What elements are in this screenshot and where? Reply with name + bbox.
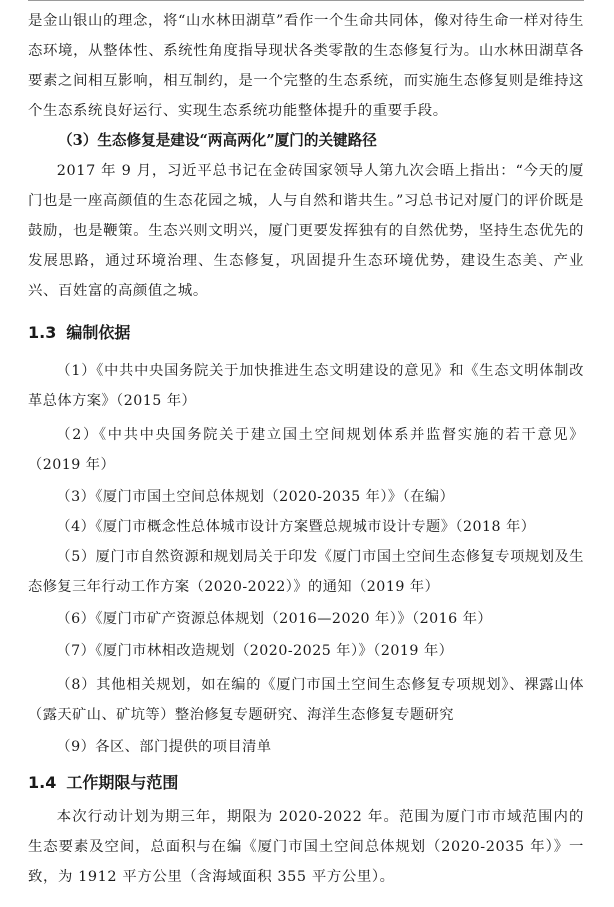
section-1-4-number: 1.4 — [28, 773, 57, 792]
reference-item-1: （1）《中共中央国务院关于加快推进生态文明建设的意见》和《生态文明体制改革总体方案》（2015 年） — [28, 363, 584, 409]
reference-item-4: （4）《厦门市概念性总体城市设计方案暨总规城市设计专题》（2018 年） — [56, 519, 536, 535]
reference-item-7: （7）《厦门市林相改造规划（2020-2025 年）》（2019 年） — [56, 643, 454, 659]
section-1-3-heading — [28, 318, 584, 348]
reference-item-6: （6）《厦门市矿产资源总体规划（2016—2020 年）》（2016 年） — [56, 611, 493, 627]
reference-item-9: （9）各区、部门提供的项目清单 — [56, 739, 272, 755]
top-rule — [28, 0, 584, 1]
subsection-3-heading: （3）生态修复是建设“两高两化”厦门的关键路径 — [58, 132, 377, 149]
reference-item-2: （2）《中共中央国务院关于建立国土空间规划体系并监督实施的若干意见》（2019 年） — [28, 427, 584, 473]
subsection-3-paragraph: 2017 年 9 月，习近平总书记在金砖国家领导人第九次会晤上指出：“今天的厦门也是一座高颜值的生态花园之城，人与自然和谐共生。”习总书记对厦门的评价既是鼓励，也是鞭策。生态兴则文明兴，厦门更要发挥独有的自然优势，坚持生态优先的发展思路，通过环境治理、生态修复，巩固提升生态环境优势，建设生态美、产业兴、百姓富的高颜值之城。 — [28, 163, 584, 299]
section-1-4-heading — [28, 768, 584, 798]
section-1-3-number: 1.3 — [28, 323, 57, 342]
section-1-3-title: 编制依据 — [66, 323, 131, 342]
reference-item-5: （5）厦门市自然资源和规划局关于印发《厦门市国土空间生态修复专项规划及生态修复三年行动工作方案（2020-2022）》的通知（2019 年） — [28, 549, 584, 595]
intro-paragraph: 是金山银山的理念，将“山水林田湖草”看作一个生命共同体，像对待生命一样对待生态环境，从整体性、系统性角度指导现状各类零散的生态修复行为。山水林田湖草各要素之间相互影响，相互制约，是一个完整的生态系统，而实施生态修复则是维持这个生态系统良好运行、实现生态系统功能整体提升的重要手段。 — [28, 13, 584, 119]
section-1-4-title: 工作期限与范围 — [66, 773, 179, 792]
section-1-4-paragraph: 本次行动计划为期三年，期限为 2020-2022 年。范围为厦门市市域范围内的生态要素及空间，总面积与在编《厦门市国土空间总体规划（2020-2035 年）》一致，为 1912 平方公里（含海域面积 355 平方公里）。 — [28, 809, 584, 885]
reference-item-3: （3）《厦门市国土空间总体规划（2020-2035 年）》（在编） — [56, 489, 455, 505]
reference-item-8: （8）其他相关规划，如在编的《厦门市国土空间生态修复专项规划》、裸露山体（露天矿山、矿坑等）整治修复专题研究、海洋生态修复专题研究 — [28, 677, 584, 723]
